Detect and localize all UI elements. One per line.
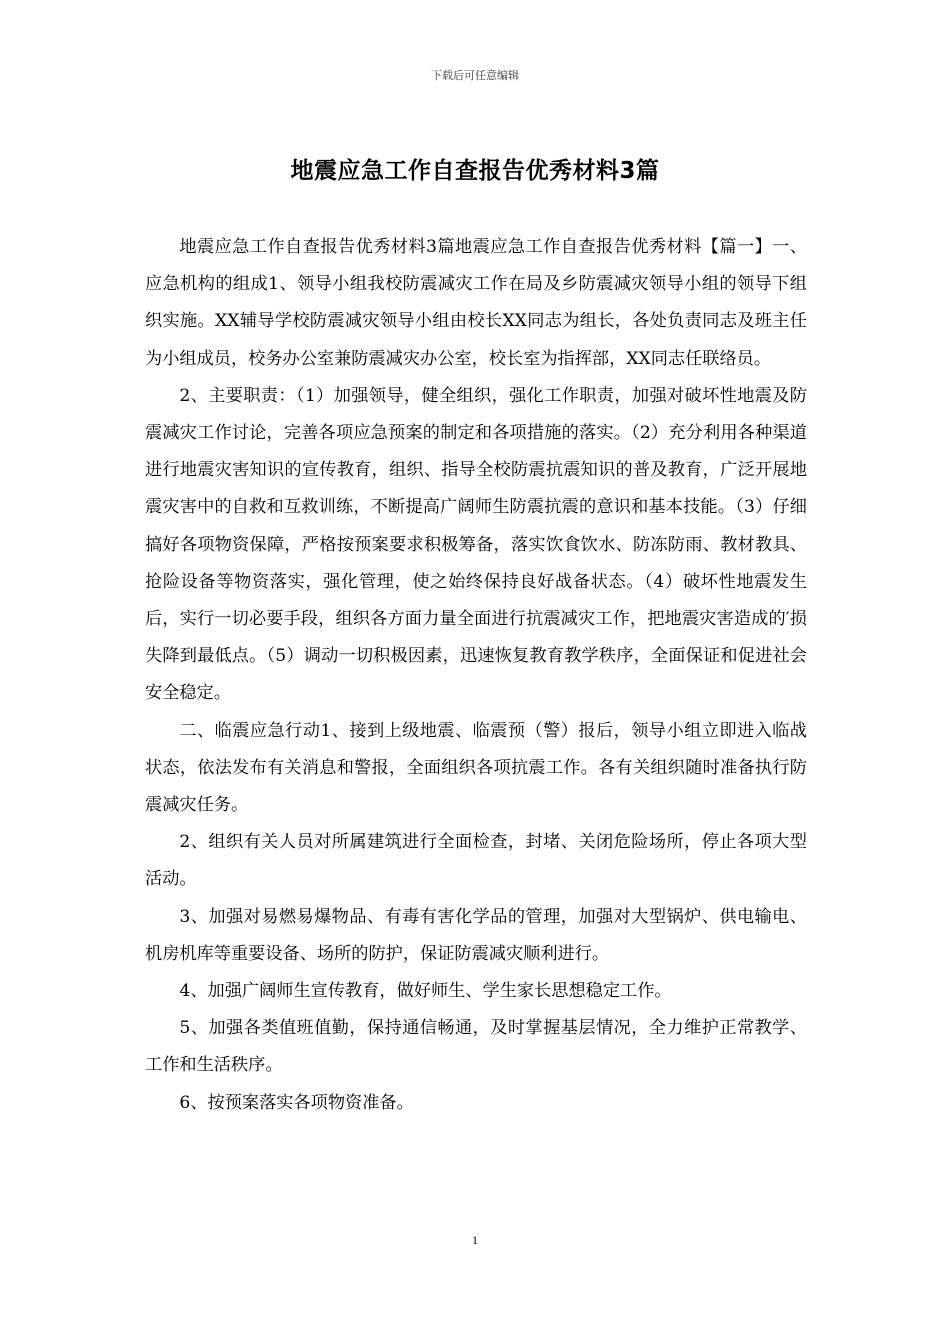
header-note: 下载后可任意编辑 — [431, 69, 519, 82]
paragraph-1: 地震应急工作自查报告优秀材料3篇地震应急工作自查报告优秀材料【篇一】一、应急机构的组成1、领导小组我校防震减灾工作在局及乡防震减灾领导小组的领导下组织实施。XX辅导学校防震减灾领导小组由校长XX同志为组长，各处负责同志及班主任为小组成员，校务办公室兼防震减灾办公室，校长室为指挥部，XX同志任联络员。 — [145, 237, 807, 369]
paragraph-4: 2、组织有关人员对所属建筑进行全面检查，封堵、关闭危险场所，停止各项大型活动。 — [145, 832, 807, 890]
paragraph-6: 4、加强广阔师生宣传教育，做好师生、学生家长思想稳定工作。 — [179, 981, 672, 1002]
paragraph-3: 二、临震应急行动1、接到上级地震、临震预（警）报后，领导小组立即进入临战状态，依法发布有关消息和警报，全面组织各项抗震工作。各有关组织随时准备执行防震减灾任务。 — [145, 720, 807, 816]
page-number: 1 — [472, 1233, 478, 1247]
paragraph-2: 2、主要职责：（1）加强领导，健全组织，强化工作职责，加强对破坏性地震及防震减灾工作讨论，完善各项应急预案的制定和各项措施的落实。（2）充分利用各种渠道进行地震灾害知识的宣传教育，组织、指导全校防震抗震知识的普及教育，广泛开展地震灾害中的自救和互救训练，不断提高广阔师生防震抗震的意识和基本技能。（3）仔细搞好各项物资保障，严格按预案要求积极筹备，落实饮食饮水、防冻防雨、教材教具、抢险设备等物资落实，强化管理，使之始终保持良好战备状态。（4）破坏性地震发生后，实行一切必要手段，组织各方面力量全面进行抗震减灾工作，把地震灾害造成的′损失降到最低点。（5）调动一切积极因素，迅速恢复教育教学秩序，全面保证和促进社会安全稳定。 — [145, 385, 807, 704]
paragraph-8: 6、按预案落实各项物资准备。 — [179, 1092, 414, 1113]
document-title: 地震应急工作自查报告优秀材料3篇 — [290, 158, 660, 184]
document-body — [145, 229, 807, 1122]
paragraph-5: 3、加强对易燃易爆物品、有毒有害化学品的管理，加强对大型锅炉、供电输电、机房机库等重要设备、场所的防护，保证防震减灾顺利进行。 — [145, 906, 807, 964]
paragraph-7: 5、加强各类值班值勤，保持通信畅通，及时掌握基层情况，全力维护正常教学、工作和生活秩序。 — [145, 1018, 807, 1076]
